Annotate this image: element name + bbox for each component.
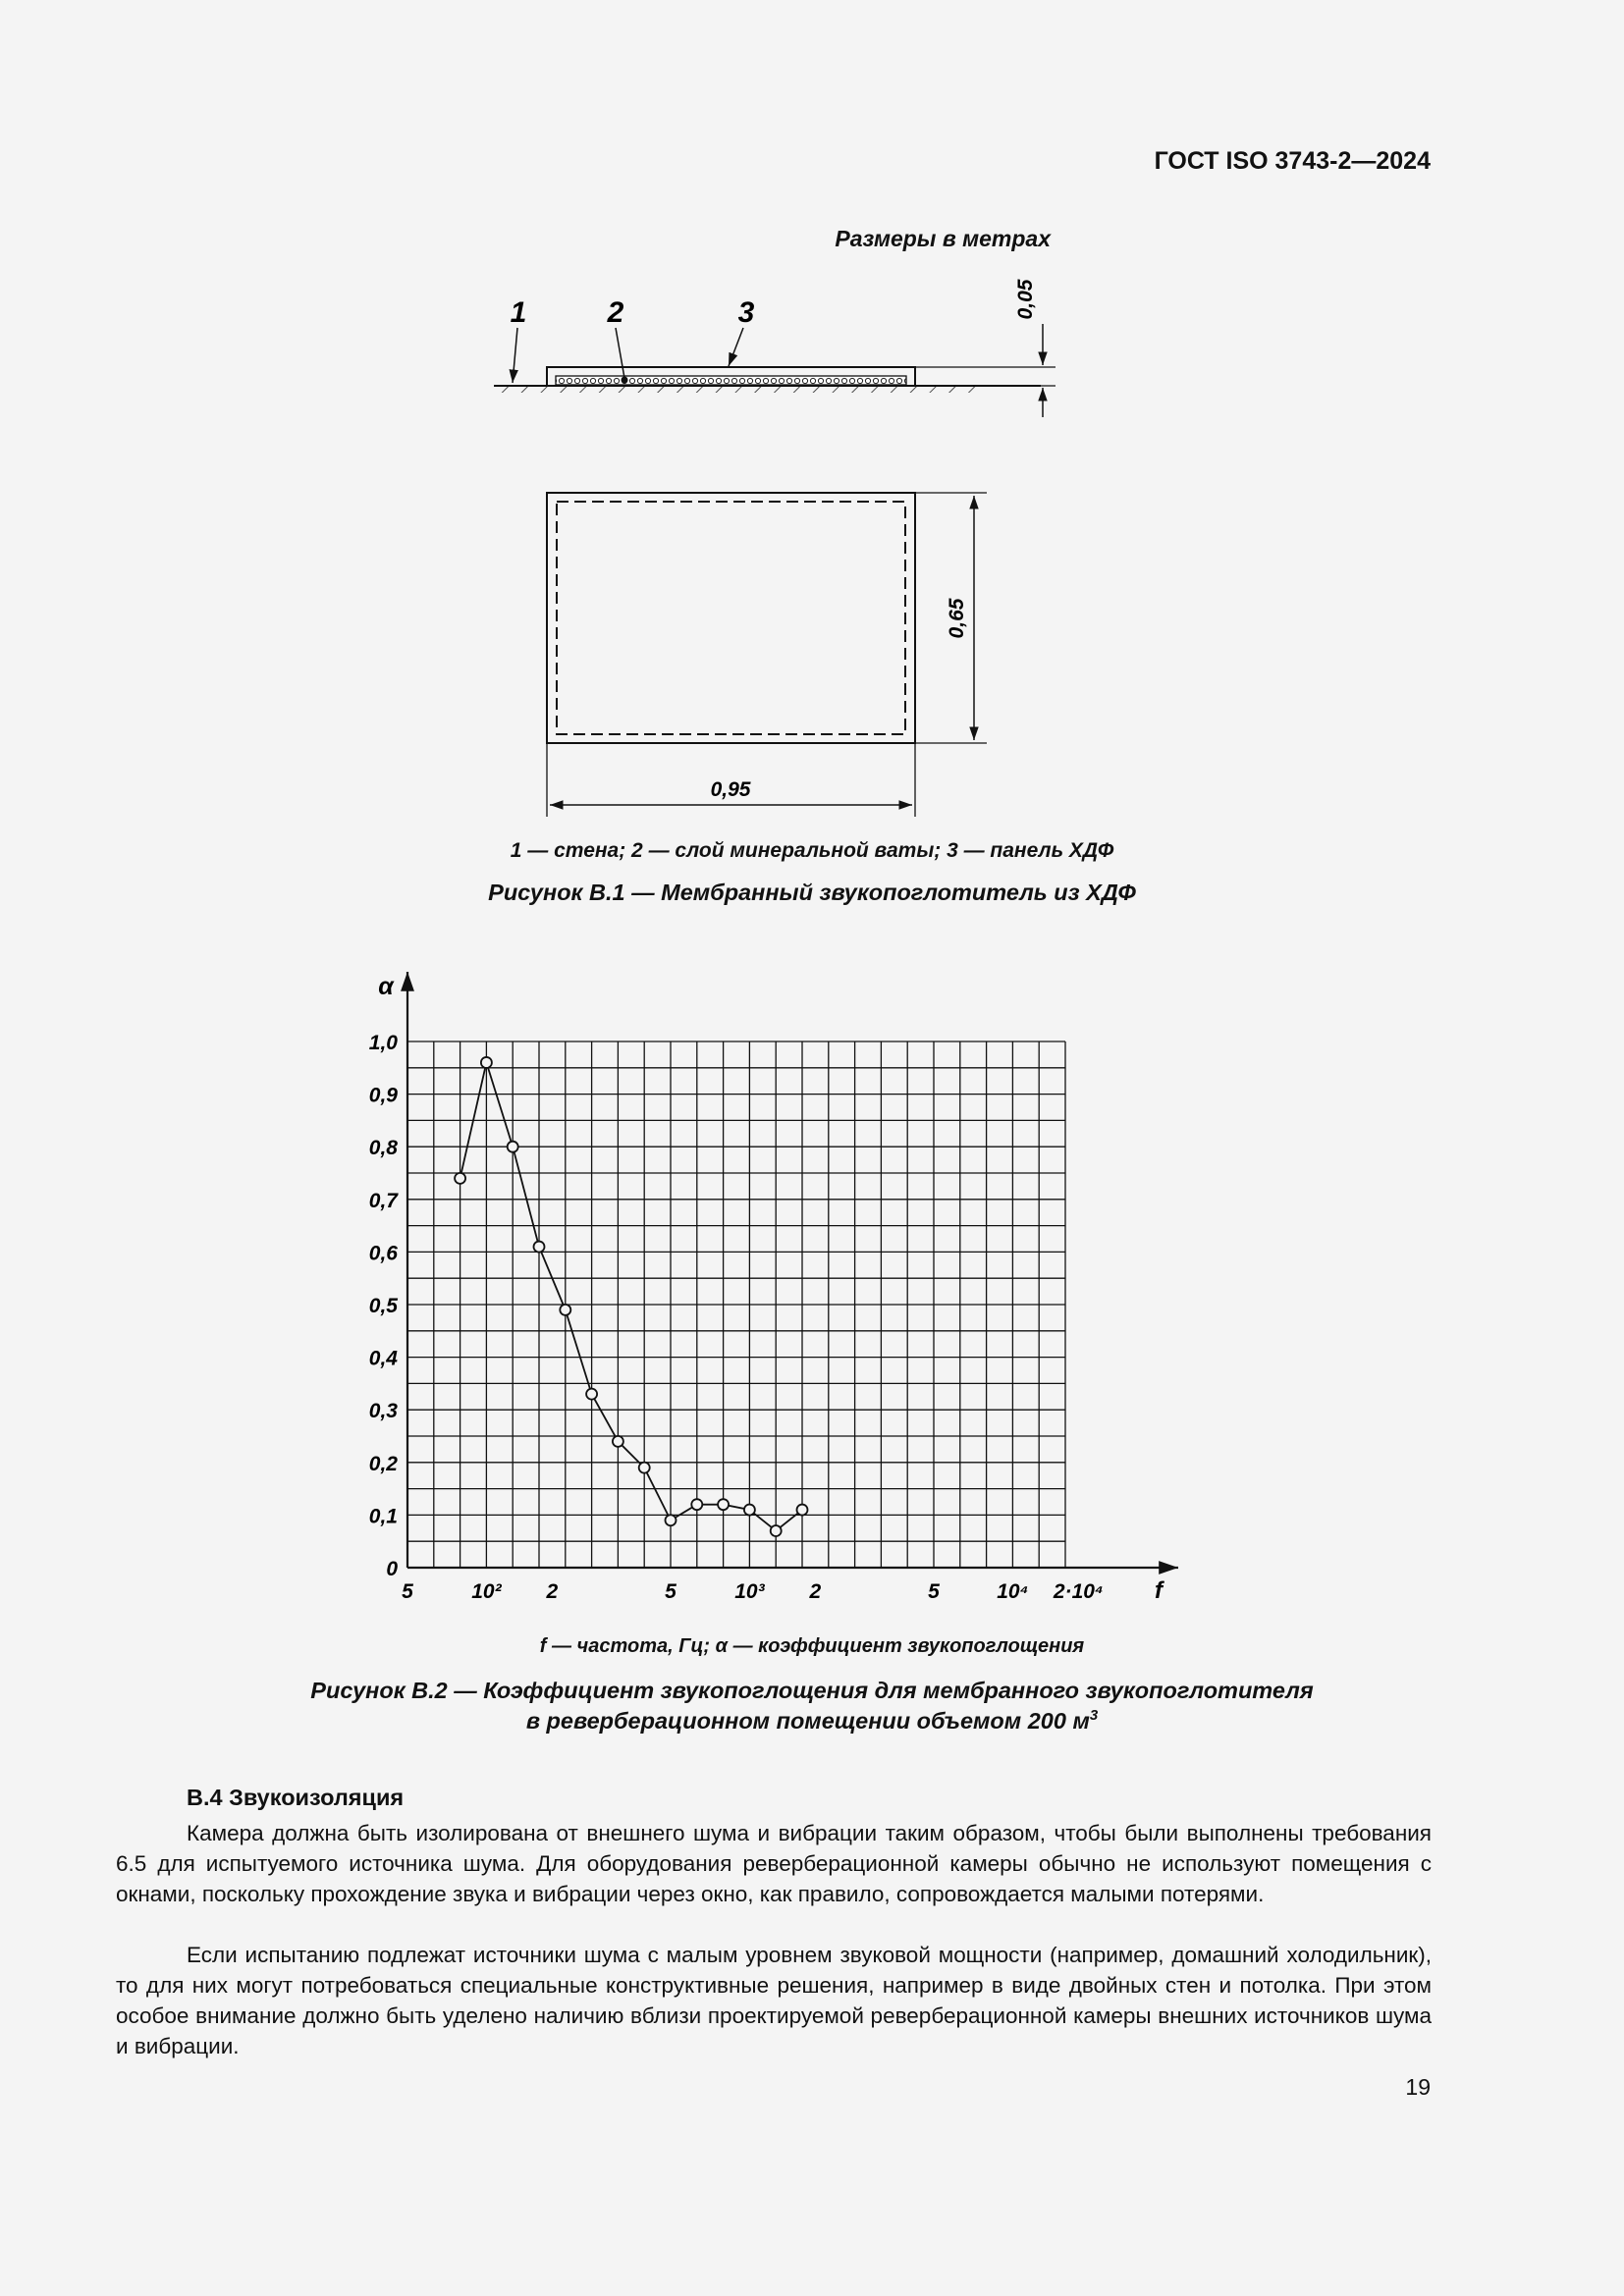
data-point bbox=[639, 1463, 650, 1473]
y-tick-label: 0 bbox=[386, 1558, 398, 1580]
units-note: Размеры в метрах bbox=[835, 226, 1051, 251]
figure-b2-caption-line1: Рисунок В.2 — Коэффициент звукопоглощения для мембранного звукопоглотителя bbox=[310, 1678, 1314, 1703]
callout-1-leader bbox=[513, 328, 517, 383]
x-tick-labels bbox=[402, 1580, 1104, 1603]
figure-b2-caption bbox=[196, 1676, 1428, 1736]
paragraph-2 bbox=[116, 1940, 1432, 2061]
wool-outline-dashed bbox=[557, 502, 905, 734]
y-axis-label: α bbox=[378, 973, 394, 1000]
y-tick-label: 0,1 bbox=[368, 1505, 398, 1528]
callout-2: 2 bbox=[607, 296, 624, 329]
data-point bbox=[771, 1525, 782, 1536]
data-point bbox=[560, 1305, 570, 1315]
y-tick-label: 1,0 bbox=[368, 1032, 398, 1054]
x-tick-label: 10⁴ bbox=[997, 1580, 1029, 1603]
y-tick-label: 0,3 bbox=[368, 1400, 398, 1423]
callout-3-leader bbox=[729, 328, 743, 366]
data-point bbox=[586, 1389, 597, 1400]
x-tick-label: 5 bbox=[665, 1580, 677, 1603]
callout-3: 3 bbox=[737, 296, 755, 329]
figure-b1-legend: 1 — стена; 2 — слой минеральной ваты; 3 — панель ХДФ bbox=[510, 839, 1114, 862]
data-point bbox=[481, 1057, 492, 1068]
x-axis-label: f bbox=[1155, 1577, 1163, 1604]
y-tick-label: 0,6 bbox=[368, 1242, 398, 1265]
x-tick-label: 10³ bbox=[734, 1580, 765, 1603]
data-point bbox=[455, 1173, 465, 1184]
page-number: 19 bbox=[1405, 2074, 1431, 2100]
absorption-chart bbox=[369, 972, 1178, 1604]
paragraph-1-text: Камера должна быть изолирована от внешнего шума и вибрации таким образом, чтобы были выполнены требования 6.5 для испытуемого источника шума. Для оборудования реверберационной камеры обычно не используют помещения с окнами, поскольку прохождение звука и вибрации через окно, как правило, сопровождается малыми потерями. bbox=[116, 1821, 1432, 1906]
data-point bbox=[534, 1242, 545, 1253]
figure-b2-caption-line2 bbox=[196, 1706, 1428, 1736]
dim-thickness-label: 0,05 bbox=[1014, 279, 1037, 320]
y-tick-label: 0,2 bbox=[368, 1452, 398, 1475]
dim-width-label: 0,95 bbox=[710, 778, 751, 801]
data-point bbox=[718, 1499, 729, 1510]
paragraph-2-text: Если испытанию подлежат источники шума с малым уровнем звуковой мощности (например, домашний холодильник), то для них могут потребоваться специальные конструктивные решения, например в виде двойных стен и потолка. При этом особое внимание должно быть уделено наличию вблизи проектируемой реверберационной камеры внешних источников шума и вибрации. bbox=[116, 1943, 1432, 2058]
figure-b1-caption: Рисунок В.1 — Мембранный звукопоглотитель из ХДФ bbox=[488, 880, 1136, 905]
absorption-series-line bbox=[460, 1062, 802, 1530]
figure-b1-section bbox=[486, 279, 1056, 432]
chart-grid bbox=[407, 1041, 1065, 1568]
panel-outline bbox=[547, 493, 915, 743]
x-tick-label: 2·10⁴ bbox=[1053, 1580, 1104, 1603]
data-point bbox=[508, 1142, 518, 1152]
y-tick-label: 0,9 bbox=[368, 1084, 398, 1107]
caption-line2-text: в реверберационном помещении объемом 200 м bbox=[525, 1708, 1090, 1734]
mineral-wool-layer bbox=[556, 376, 906, 385]
x-tick-label: 10² bbox=[471, 1580, 502, 1603]
y-tick-labels bbox=[369, 1032, 400, 1580]
x-tick-label: 2 bbox=[546, 1580, 559, 1603]
x-tick-label: 2 bbox=[809, 1580, 822, 1603]
callout-1: 1 bbox=[510, 296, 527, 329]
x-tick-label: 5 bbox=[402, 1580, 413, 1603]
y-tick-label: 0,7 bbox=[368, 1189, 398, 1212]
figure-b1-front bbox=[547, 493, 987, 817]
data-point bbox=[744, 1505, 755, 1516]
document-code-header: ГОСТ ISO 3743-2—2024 bbox=[1154, 147, 1431, 175]
section-title: В.4 Звукоизоляция bbox=[187, 1785, 405, 1810]
paragraph-1 bbox=[116, 1818, 1432, 1909]
y-tick-label: 0,5 bbox=[368, 1295, 398, 1317]
dim-height-label: 0,65 bbox=[946, 598, 968, 639]
data-point bbox=[666, 1515, 677, 1525]
y-tick-label: 0,4 bbox=[368, 1347, 398, 1370]
data-point bbox=[691, 1499, 702, 1510]
x-tick-label: 5 bbox=[928, 1580, 940, 1603]
figure-b2-legend: f — частота, Гц; α — коэффициент звукопоглощения bbox=[539, 1635, 1085, 1657]
data-point bbox=[613, 1436, 623, 1447]
data-point bbox=[797, 1505, 808, 1516]
caption-superscript: 3 bbox=[1089, 1707, 1099, 1725]
y-tick-label: 0,8 bbox=[368, 1137, 398, 1160]
callout-2-leader bbox=[616, 328, 624, 378]
